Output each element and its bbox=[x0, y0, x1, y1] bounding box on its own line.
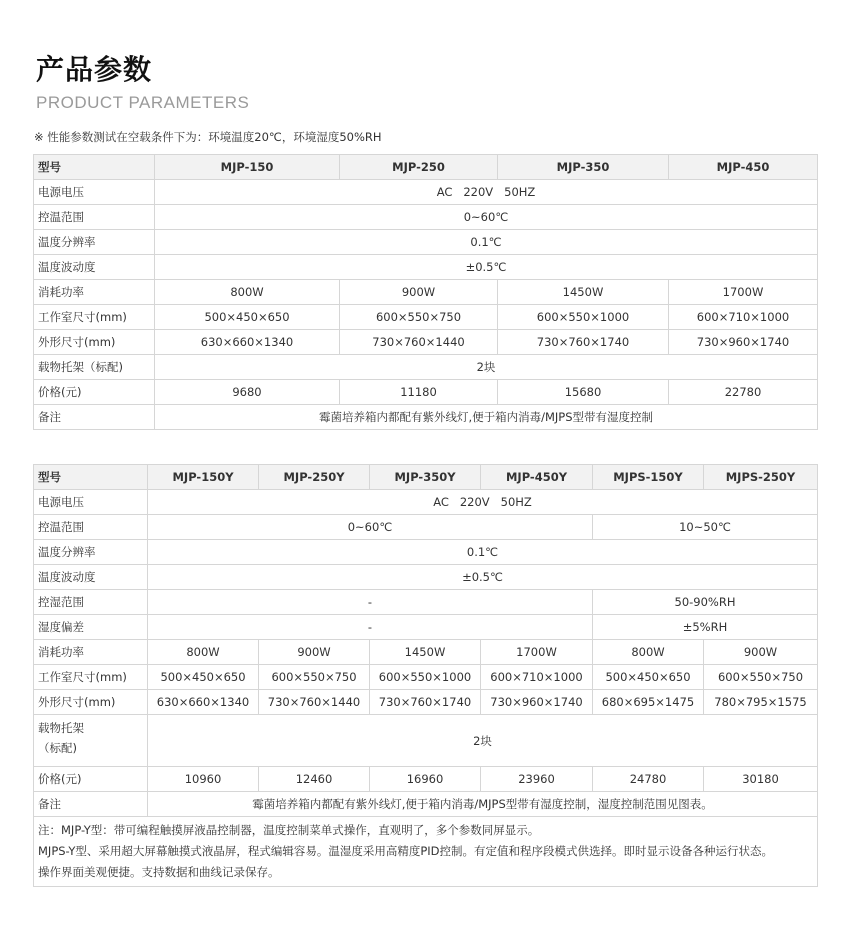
footnote-line: MJPS-Y型、采用超大屏幕触摸式液晶屏，程式编辑容易。温湿度采用高精度PID控制。有定值和程序段模式供选择。即时显示设备各种运行状态。 bbox=[38, 844, 774, 858]
cell-value: 900W bbox=[259, 640, 370, 665]
cell-value: 22780 bbox=[669, 380, 818, 405]
cell-value: 10~50℃ bbox=[593, 515, 818, 540]
table-row-voltage bbox=[34, 490, 818, 515]
header-cell-model: 型号 bbox=[34, 465, 148, 490]
table-header-row bbox=[34, 465, 818, 490]
cell-value: 730×960×1740 bbox=[669, 330, 818, 355]
table-row-power bbox=[34, 640, 818, 665]
cell-value: 0~60℃ bbox=[148, 515, 593, 540]
page-subtitle: PRODUCT PARAMETERS bbox=[36, 93, 250, 112]
cell-value: 30180 bbox=[704, 767, 818, 792]
cell-value: 1450W bbox=[370, 640, 481, 665]
cell-value: 23960 bbox=[481, 767, 593, 792]
cell-value: 50-90%RH bbox=[593, 590, 818, 615]
cell-value: 600×550×1000 bbox=[370, 665, 481, 690]
header-cell-mjp-150y: MJP-150Y bbox=[148, 465, 259, 490]
cell-value: 0~60℃ bbox=[155, 205, 818, 230]
row-label: 电源电压 bbox=[34, 490, 148, 515]
footnote-cell bbox=[34, 817, 818, 887]
row-label-line-1: 载物托架 bbox=[38, 721, 84, 735]
cell-value: 24780 bbox=[593, 767, 704, 792]
row-label: 外形尺寸(mm) bbox=[34, 330, 155, 355]
cell-value: 600×550×1000 bbox=[498, 305, 669, 330]
row-label: 工作室尺寸(mm) bbox=[34, 305, 155, 330]
row-label: 工作室尺寸(mm) bbox=[34, 665, 148, 690]
table-row-temp-range bbox=[34, 515, 818, 540]
row-label: 电源电压 bbox=[34, 180, 155, 205]
table-row-shelf bbox=[34, 715, 818, 767]
table-row-temp-fluctuation bbox=[34, 255, 818, 280]
cell-value: 12460 bbox=[259, 767, 370, 792]
spec-table-standard bbox=[33, 154, 818, 430]
header-cell-model: 型号 bbox=[34, 155, 155, 180]
table-row-shelf bbox=[34, 355, 818, 380]
cell-value: 500×450×650 bbox=[148, 665, 259, 690]
table-row-chamber-size bbox=[34, 665, 818, 690]
row-label: 备注 bbox=[34, 792, 148, 817]
cell-value: - bbox=[148, 615, 593, 640]
table-row-temp-resolution bbox=[34, 230, 818, 255]
row-label-line-2: （标配) bbox=[38, 741, 77, 755]
table-row-remark bbox=[34, 792, 818, 817]
footnote-line: 注：MJP-Y型：带可编程触摸屏液晶控制器，温度控制菜单式操作，直观明了，多个参数同屏显示。 bbox=[38, 823, 540, 837]
row-label: 湿度偏差 bbox=[34, 615, 148, 640]
table-row-voltage bbox=[34, 180, 818, 205]
header-cell-mjp-250: MJP-250 bbox=[340, 155, 498, 180]
cell-value: ±5%RH bbox=[593, 615, 818, 640]
row-label bbox=[34, 715, 148, 767]
row-label: 控温范围 bbox=[34, 205, 155, 230]
header-cell-mjp-350: MJP-350 bbox=[498, 155, 669, 180]
cell-value: 500×450×650 bbox=[155, 305, 340, 330]
cell-value: 730×760×1440 bbox=[259, 690, 370, 715]
table-row-remark bbox=[34, 405, 818, 430]
footnote-line: 操作界面美观便捷。支持数据和曲线记录保存。 bbox=[38, 865, 280, 879]
cell-value: 780×795×1575 bbox=[704, 690, 818, 715]
cell-value: 800W bbox=[593, 640, 704, 665]
cell-value: 10960 bbox=[148, 767, 259, 792]
cell-value: 630×660×1340 bbox=[148, 690, 259, 715]
cell-value: 600×710×1000 bbox=[481, 665, 593, 690]
header-cell-mjp-450y: MJP-450Y bbox=[481, 465, 593, 490]
header-cell-mjp-350y: MJP-350Y bbox=[370, 465, 481, 490]
header-cell-mjp-450: MJP-450 bbox=[669, 155, 818, 180]
cell-value: 600×550×750 bbox=[704, 665, 818, 690]
cell-value: 2块 bbox=[148, 715, 818, 767]
table-row-humidity-deviation bbox=[34, 615, 818, 640]
header-cell-mjp-250y: MJP-250Y bbox=[259, 465, 370, 490]
row-label: 价格(元) bbox=[34, 380, 155, 405]
cell-value: AC 220V 50HZ bbox=[148, 490, 818, 515]
cell-value: 16960 bbox=[370, 767, 481, 792]
table-row-footnote bbox=[34, 817, 818, 887]
cell-value: 1700W bbox=[481, 640, 593, 665]
cell-value: 600×550×750 bbox=[259, 665, 370, 690]
table-row-temp-range bbox=[34, 205, 818, 230]
table-row-power bbox=[34, 280, 818, 305]
cell-value: 730×960×1740 bbox=[481, 690, 593, 715]
cell-value: 900W bbox=[704, 640, 818, 665]
cell-value: 11180 bbox=[340, 380, 498, 405]
header-cell-mjps-250y: MJPS-250Y bbox=[704, 465, 818, 490]
cell-value: 9680 bbox=[155, 380, 340, 405]
cell-value: ±0.5℃ bbox=[155, 255, 818, 280]
cell-value: 霉菌培养箱内都配有紫外线灯,便于箱内消毒/MJPS型带有湿度控制，湿度控制范围见图表。 bbox=[148, 792, 818, 817]
cell-value: 15680 bbox=[498, 380, 669, 405]
test-condition-note: ※ 性能参数测试在空载条件下为：环境温度20℃，环境湿度50%RH bbox=[34, 130, 382, 144]
row-label: 外形尺寸(mm) bbox=[34, 690, 148, 715]
cell-value: 730×760×1740 bbox=[370, 690, 481, 715]
cell-value: 730×760×1440 bbox=[340, 330, 498, 355]
row-label: 温度波动度 bbox=[34, 565, 148, 590]
cell-value: AC 220V 50HZ bbox=[155, 180, 818, 205]
cell-value: 0.1℃ bbox=[148, 540, 818, 565]
table-row-humidity-range bbox=[34, 590, 818, 615]
table-row-price bbox=[34, 380, 818, 405]
cell-value: - bbox=[148, 590, 593, 615]
row-label: 温度分辨率 bbox=[34, 230, 155, 255]
cell-value: 680×695×1475 bbox=[593, 690, 704, 715]
row-label: 控温范围 bbox=[34, 515, 148, 540]
cell-value: 600×550×750 bbox=[340, 305, 498, 330]
row-label: 控湿范围 bbox=[34, 590, 148, 615]
row-label: 载物托架（标配) bbox=[34, 355, 155, 380]
page-title: 产品参数 bbox=[36, 53, 153, 86]
row-label: 温度分辨率 bbox=[34, 540, 148, 565]
row-label: 消耗功率 bbox=[34, 640, 148, 665]
row-label: 温度波动度 bbox=[34, 255, 155, 280]
row-label: 消耗功率 bbox=[34, 280, 155, 305]
table-row-chamber-size bbox=[34, 305, 818, 330]
row-label: 价格(元) bbox=[34, 767, 148, 792]
cell-value: 800W bbox=[155, 280, 340, 305]
cell-value: 600×710×1000 bbox=[669, 305, 818, 330]
table-header-row bbox=[34, 155, 818, 180]
header-cell-mjp-150: MJP-150 bbox=[155, 155, 340, 180]
table-row-outer-size bbox=[34, 330, 818, 355]
cell-value: 1450W bbox=[498, 280, 669, 305]
header-cell-mjps-150y: MJPS-150Y bbox=[593, 465, 704, 490]
spec-table-y-series bbox=[33, 464, 818, 887]
cell-value: 1700W bbox=[669, 280, 818, 305]
row-label: 备注 bbox=[34, 405, 155, 430]
cell-value: 630×660×1340 bbox=[155, 330, 340, 355]
cell-value: 730×760×1740 bbox=[498, 330, 669, 355]
cell-value: ±0.5℃ bbox=[148, 565, 818, 590]
table-row-outer-size bbox=[34, 690, 818, 715]
cell-value: 霉菌培养箱内都配有紫外线灯,便于箱内消毒/MJPS型带有湿度控制 bbox=[155, 405, 818, 430]
table-row-temp-fluctuation bbox=[34, 565, 818, 590]
cell-value: 2块 bbox=[155, 355, 818, 380]
cell-value: 800W bbox=[148, 640, 259, 665]
table-row-temp-resolution bbox=[34, 540, 818, 565]
cell-value: 900W bbox=[340, 280, 498, 305]
table-row-price bbox=[34, 767, 818, 792]
cell-value: 500×450×650 bbox=[593, 665, 704, 690]
cell-value: 0.1℃ bbox=[155, 230, 818, 255]
